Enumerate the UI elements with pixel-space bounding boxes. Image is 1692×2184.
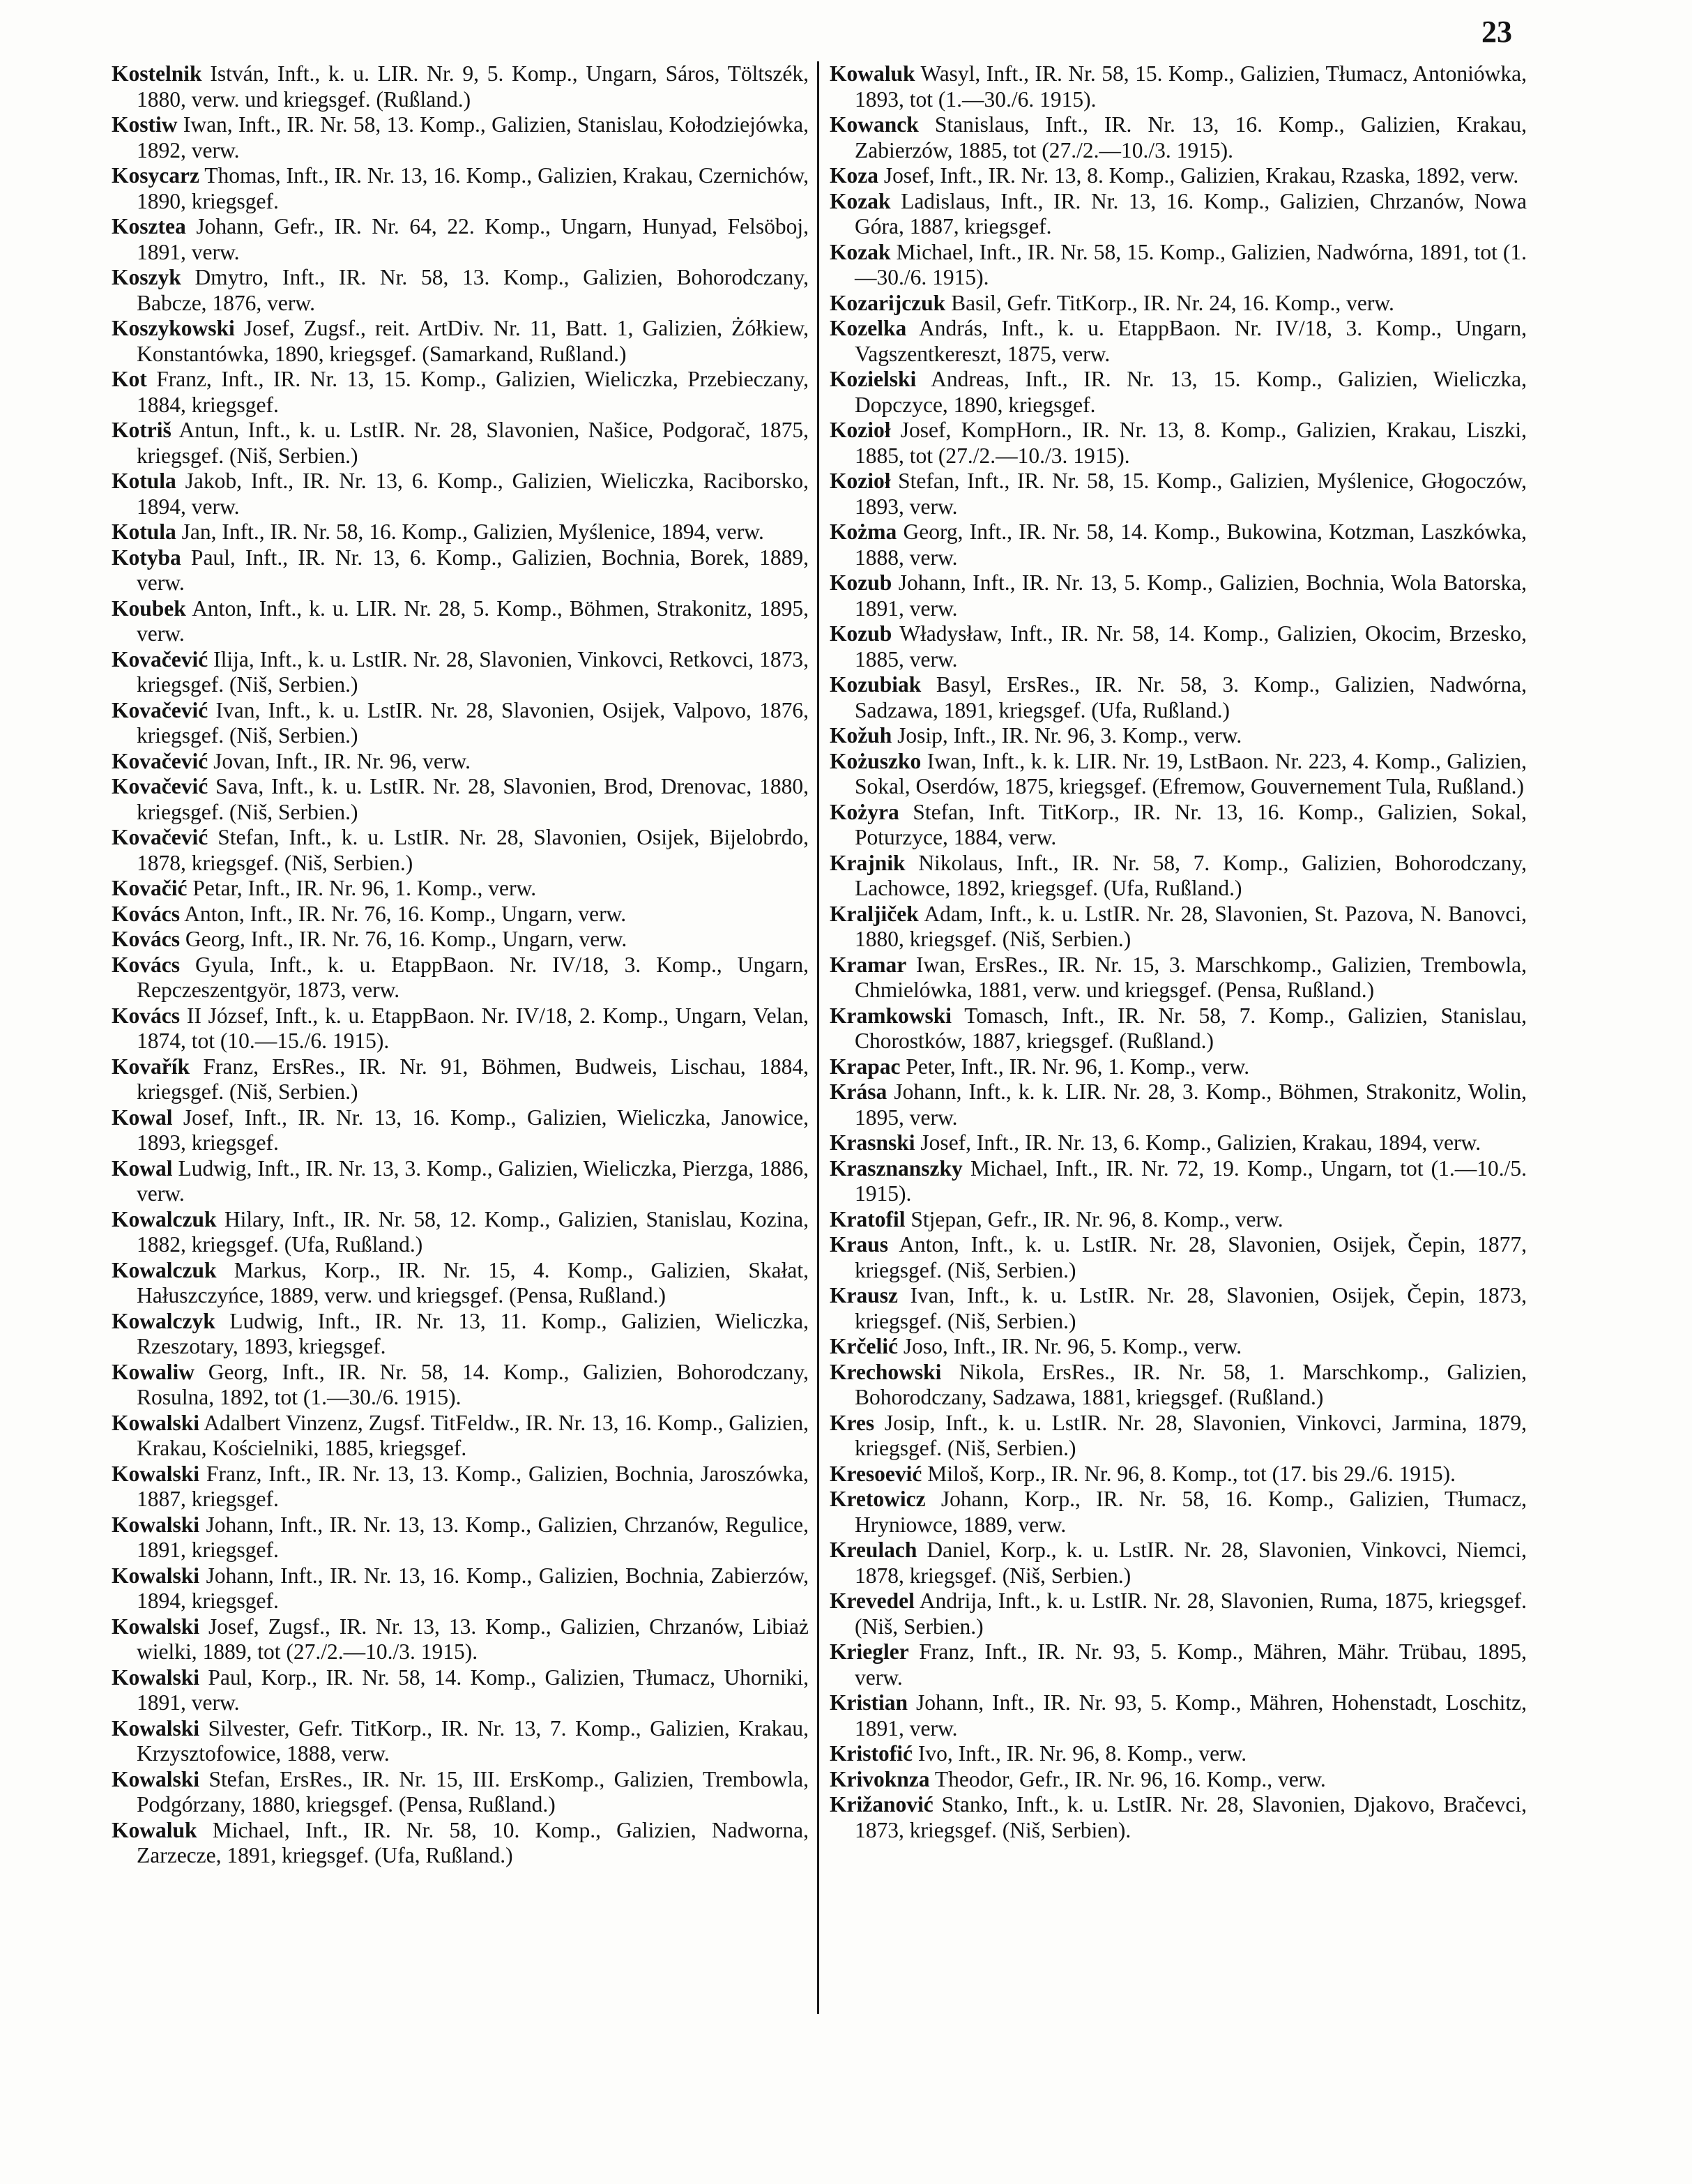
- casualty-entry: [830, 1283, 1527, 1334]
- casualty-entry: [112, 1156, 809, 1207]
- entry-surname: Kresoević: [830, 1461, 922, 1486]
- entry-details: Michael, Inft., IR. Nr. 58, 15. Komp., Galizien, Nadwórna, 1891, tot (1.—30./6. 1915).: [855, 239, 1527, 289]
- casualty-entry: [830, 1639, 1527, 1690]
- entry-surname: Kosycarz: [112, 163, 199, 188]
- entry-details: Georg, Inft., IR. Nr. 76, 16. Komp., Ungarn, verw.: [185, 927, 627, 951]
- casualty-entry: [830, 749, 1527, 800]
- casualty-entry: [830, 1130, 1527, 1156]
- casualty-entry: [112, 927, 809, 953]
- casualty-entry: [830, 1334, 1527, 1360]
- casualty-entry: [830, 1462, 1527, 1487]
- casualty-entry: [112, 647, 809, 698]
- casualty-entry: [112, 520, 809, 545]
- entry-details: Ludwig, Inft., IR. Nr. 13, 11. Komp., Galizien, Wieliczka, Rzeszotary, 1893, kriegsgef.: [137, 1308, 809, 1358]
- casualty-entry: [830, 112, 1527, 163]
- entry-details: Franz, Inft., IR. Nr. 13, 13. Komp., Galizien, Bochnia, Jaroszówka, 1887, kriegsgef.: [137, 1461, 809, 1511]
- entry-surname: Kowalski: [112, 1512, 200, 1537]
- casualty-entry: [830, 723, 1527, 749]
- casualty-entry: [830, 316, 1527, 367]
- entry-details: Josip, Inft., IR. Nr. 96, 3. Komp., verw.: [897, 723, 1242, 748]
- entry-details: Ivo, Inft., IR. Nr. 96, 8. Komp., verw.: [917, 1741, 1247, 1766]
- entry-details: Iwan, Inft., k. k. LIR. Nr. 19, LstBaon. Nr. 223, 4. Komp., Galizien, Sokal, Oserdów, 1875, kriegsgef. (Efremow, Gouvernement Tula, Rußland.): [855, 748, 1527, 798]
- entry-surname: Krása: [830, 1079, 887, 1104]
- entry-details: Anton, Inft., k. u. LIR. Nr. 28, 5. Komp., Böhmen, Strakonitz, 1895, verw.: [137, 596, 809, 646]
- casualty-entry: [830, 1003, 1527, 1054]
- casualty-entry: [830, 1079, 1527, 1130]
- entry-surname: Kraljiček: [830, 901, 919, 926]
- casualty-entry: [830, 469, 1527, 520]
- casualty-entry: [112, 953, 809, 1003]
- casualty-entry: [830, 1538, 1527, 1588]
- casualty-entry: [112, 367, 809, 418]
- casualty-entry: [112, 112, 809, 163]
- entry-details: Paul, Inft., IR. Nr. 13, 6. Komp., Galizien, Bochnia, Borek, 1889, verw.: [137, 545, 809, 595]
- entry-surname: Kowalczuk: [112, 1206, 217, 1231]
- entry-details: Franz, Inft., IR. Nr. 13, 15. Komp., Galizien, Wieliczka, Przebieczany, 1884, kriegsgef.: [137, 367, 809, 417]
- entry-surname: Kozub: [830, 570, 892, 595]
- casualty-entry: [830, 61, 1527, 112]
- entry-surname: Koszyk: [112, 265, 181, 289]
- casualty-entry: [112, 825, 809, 876]
- entry-details: Josef, Inft., IR. Nr. 13, 16. Komp., Galizien, Wieliczka, Janowice, 1893, kriegsgef.: [137, 1105, 809, 1155]
- casualty-entry: [112, 469, 809, 520]
- entry-details: Stefan, ErsRes., IR. Nr. 15, III. ErsKomp., Galizien, Trembowla, Podgórzany, 1880, kriegsgef. (Pensa, Rußland.): [137, 1766, 809, 1817]
- casualty-entry: [112, 749, 809, 775]
- casualty-entry: [830, 418, 1527, 469]
- casualty-entry: [112, 1716, 809, 1767]
- casualty-entry: [112, 1309, 809, 1360]
- entry-surname: Kovács: [112, 927, 180, 951]
- casualty-entry: [830, 291, 1527, 317]
- entry-surname: Kovačević: [112, 774, 208, 798]
- entry-details: Johann, Inft., IR. Nr. 13, 13. Komp., Galizien, Chrzanów, Regulice, 1891, kriegsgef.: [137, 1512, 809, 1562]
- entry-surname: Kramkowski: [830, 1003, 952, 1028]
- entry-surname: Kozioł: [830, 469, 891, 493]
- casualty-entry: [112, 418, 809, 469]
- entry-details: Peter, Inft., IR. Nr. 96, 1. Komp., verw.: [906, 1054, 1250, 1079]
- entry-details: Adalbert Vinzenz, Zugsf. TitFeldw., IR. Nr. 13, 16. Komp., Galizien, Krakau, Kościelniki, 1885, kriegsgef.: [137, 1410, 809, 1460]
- entry-surname: Kowanck: [830, 112, 919, 137]
- casualty-entry: [830, 1232, 1527, 1283]
- casualty-entry: [112, 1563, 809, 1614]
- entry-surname: Kozarijczuk: [830, 290, 946, 315]
- entry-surname: Kostiw: [112, 112, 178, 137]
- casualty-entry: [112, 596, 809, 647]
- entry-details: Hilary, Inft., IR. Nr. 58, 12. Komp., Galizien, Stanislau, Kozina, 1882, kriegsgef. (Ufa, Rußland.): [137, 1206, 809, 1257]
- entry-surname: Krčelić: [830, 1334, 898, 1358]
- entry-surname: Kretowicz: [830, 1487, 926, 1511]
- entry-details: Thomas, Inft., IR. Nr. 13, 16. Komp., Galizien, Krakau, Czernichów, 1890, kriegsgef.: [137, 163, 809, 213]
- entry-surname: Kovačević: [112, 646, 208, 672]
- casualty-entry: [112, 1258, 809, 1309]
- casualty-entry: [112, 774, 809, 825]
- entry-surname: Krevedel: [830, 1588, 915, 1613]
- entry-surname: Kowalczyk: [112, 1308, 215, 1333]
- entry-surname: Kovačević: [112, 748, 208, 773]
- casualty-entry: [830, 1487, 1527, 1538]
- entry-details: Silvester, Gefr. TitKorp., IR. Nr. 13, 7. Komp., Galizien, Krakau, Krzysztofowice, 1888, verw.: [137, 1715, 809, 1766]
- entry-details: Stanko, Inft., k. u. LstIR. Nr. 28, Slavonien, Djakovo, Bračevci, 1873, kriegsgef. (Niš, Serbien).: [855, 1792, 1527, 1842]
- entry-surname: Kożma: [830, 520, 897, 544]
- casualty-entry: [830, 800, 1527, 851]
- entry-surname: Kożuszko: [830, 748, 922, 773]
- casualty-entry: [830, 1690, 1527, 1741]
- entry-surname: Kowal: [112, 1155, 173, 1181]
- entry-surname: Kowalski: [112, 1461, 200, 1486]
- entry-surname: Kowalski: [112, 1715, 200, 1741]
- entry-surname: Krausz: [830, 1283, 898, 1307]
- casualty-entry: [112, 1411, 809, 1462]
- casualty-entry: [112, 163, 809, 214]
- entry-details: Miloš, Korp., IR. Nr. 96, 8. Komp., tot (17. bis 29./6. 1915).: [927, 1461, 1456, 1486]
- entry-details: Josip, Inft., k. u. LstIR. Nr. 28, Slavonien, Vinkovci, Jarmina, 1879, kriegsgef. (Niš, Serbien.): [855, 1410, 1527, 1460]
- entry-surname: Križanović: [830, 1792, 933, 1817]
- entry-details: Johann, Inft., IR. Nr. 13, 16. Komp., Galizien, Bochnia, Zabierzów, 1894, kriegsgef.: [137, 1563, 809, 1613]
- casualty-entry: [830, 1156, 1527, 1207]
- entry-details: Adam, Inft., k. u. LstIR. Nr. 28, Slavonien, St. Pazova, N. Banovci, 1880, kriegsgef. (Niš, Serbien.): [855, 901, 1527, 951]
- entry-surname: Kotyba: [112, 545, 181, 570]
- casualty-entry: [830, 570, 1527, 621]
- entry-surname: Kratofil: [830, 1206, 906, 1231]
- entry-details: Joso, Inft., IR. Nr. 96, 5. Komp., verw.: [903, 1334, 1242, 1358]
- entry-surname: Kotriš: [112, 418, 172, 442]
- entry-surname: Kovács: [112, 952, 180, 977]
- casualty-entry: [112, 1105, 809, 1156]
- entry-details: Iwan, Inft., IR. Nr. 58, 13. Komp., Galizien, Stanislau, Kołodziejówka, 1892, verw.: [137, 112, 809, 162]
- casualty-entry: [112, 316, 809, 367]
- entry-surname: Kosztea: [112, 214, 186, 238]
- entry-surname: Kowalczuk: [112, 1257, 217, 1282]
- entry-surname: Koszykowski: [112, 316, 235, 340]
- entry-details: Andrija, Inft., k. u. LstIR. Nr. 28, Slavonien, Ruma, 1875, kriegsgef. (Niš, Serbien.): [855, 1588, 1527, 1639]
- entry-surname: Kozelka: [830, 316, 907, 340]
- entry-details: Paul, Korp., IR. Nr. 58, 14. Komp., Galizien, Tłumacz, Uhorniki, 1891, verw.: [137, 1664, 809, 1715]
- entry-details: Dmytro, Inft., IR. Nr. 58, 13. Komp., Galizien, Bohorodczany, Babcze, 1876, verw.: [137, 265, 809, 315]
- casualty-entry: [112, 1818, 809, 1869]
- entry-details: Josef, Zugsf., reit. ArtDiv. Nr. 11, Batt. 1, Galizien, Żółkiew, Konstantówka, 1890, kriegsgef. (Samarkand, Rußland.): [137, 316, 809, 366]
- entry-surname: Kozioł: [830, 418, 891, 442]
- entry-details: Josef, Inft., IR. Nr. 13, 8. Komp., Galizien, Krakau, Rzaska, 1892, verw.: [883, 163, 1519, 188]
- entry-details: Ivan, Inft., k. u. LstIR. Nr. 28, Slavonien, Osijek, Valpovo, 1876, kriegsgef. (Niš, Serbien.): [137, 697, 809, 748]
- casualty-entry: [112, 1767, 809, 1818]
- entry-details: Daniel, Korp., k. u. LstIR. Nr. 28, Slavonien, Vinkovci, Niemci, 1878, kriegsgef. (Niš, Serbien.): [855, 1538, 1527, 1588]
- entry-surname: Kreulach: [830, 1538, 917, 1562]
- entry-surname: Kowalski: [112, 1563, 200, 1588]
- entry-surname: Krajnik: [830, 850, 906, 875]
- entry-details: Georg, Inft., IR. Nr. 58, 14. Komp., Galizien, Bohorodczany, Rosulna, 1892, tot (1.—30./6. 1915).: [137, 1359, 809, 1409]
- casualty-entry: [112, 545, 809, 596]
- entry-details: Ludwig, Inft., IR. Nr. 13, 3. Komp., Galizien, Wieliczka, Pierzga, 1886, verw.: [137, 1155, 809, 1206]
- entry-details: Wasyl, Inft., IR. Nr. 58, 15. Komp., Galizien, Tłumacz, Antoniówka, 1893, tot (1.—30./6. 1915).: [855, 61, 1527, 112]
- casualty-entry: [830, 1767, 1527, 1793]
- casualty-entry: [112, 265, 809, 316]
- entry-surname: Kowalski: [112, 1766, 200, 1791]
- entry-surname: Kovács: [112, 1003, 180, 1028]
- entry-details: Markus, Korp., IR. Nr. 15, 4. Komp., Galizien, Skałat, Hałuszczyńce, 1889, verw. und kriegsgef. (Pensa, Rußland.): [137, 1257, 809, 1307]
- entry-surname: Kowalski: [112, 1614, 200, 1639]
- entry-details: Georg, Inft., IR. Nr. 58, 14. Komp., Bukowina, Kotzman, Laszkówka, 1888, verw.: [855, 520, 1527, 570]
- entry-details: Jan, Inft., IR. Nr. 58, 16. Komp., Galizien, Myślenice, 1894, verw.: [181, 520, 764, 544]
- entry-details: Tomasch, Inft., IR. Nr. 58, 7. Komp., Galizien, Stanislau, Chorostków, 1887, kriegsgef. (Rußland.): [855, 1003, 1527, 1053]
- entry-details: Basyl, ErsRes., IR. Nr. 58, 3. Komp., Galizien, Nadwórna, Sadzawa, 1891, kriegsgef. (Ufa, Rußland.): [855, 672, 1527, 722]
- entry-surname: Kovačić: [112, 876, 188, 900]
- entry-details: Johann, Inft., IR. Nr. 93, 5. Komp., Mähren, Hohenstadt, Loschitz, 1891, verw.: [855, 1690, 1527, 1741]
- entry-surname: Kožuh: [830, 723, 892, 748]
- entry-surname: Kristian: [830, 1690, 908, 1715]
- entry-surname: Kovačević: [112, 697, 208, 722]
- casualty-entry: [112, 1512, 809, 1563]
- casualty-entry: [112, 1360, 809, 1411]
- entry-details: Antun, Inft., k. u. LstIR. Nr. 28, Slavonien, Našice, Podgorač, 1875, kriegsgef. (Niš, Serbien.): [137, 418, 809, 468]
- entry-surname: Kot: [112, 367, 147, 391]
- entry-details: Michael, Inft., IR. Nr. 58, 10. Komp., Galizien, Nadworna, Zarzecze, 1891, kriegsgef. (Ufa, Rußland.): [137, 1817, 809, 1867]
- entry-details: II József, Inft., k. u. EtappBaon. Nr. IV/18, 2. Komp., Ungarn, Velan, 1874, tot (10.—15./6. 1915).: [137, 1003, 809, 1053]
- entry-details: Josef, Inft., IR. Nr. 13, 6. Komp., Galizien, Krakau, 1894, verw.: [920, 1130, 1481, 1155]
- entry-surname: Kowalski: [112, 1664, 200, 1690]
- entry-surname: Krapac: [830, 1054, 901, 1079]
- casualty-entry: [112, 1614, 809, 1665]
- casualty-entry: [112, 902, 809, 927]
- entry-details: Ladislaus, Inft., IR. Nr. 13, 16. Komp., Galizien, Chrzanów, Nowa Góra, 1887, kriegsgef.: [855, 188, 1527, 238]
- entry-details: Stefan, Inft. TitKorp., IR. Nr. 13, 16. Komp., Galizien, Sokal, Poturzyce, 1884, verw.: [855, 799, 1527, 849]
- casualty-entry: [112, 876, 809, 902]
- entry-details: Andreas, Inft., IR. Nr. 13, 15. Komp., Galizien, Wieliczka, Dopczyce, 1890, kriegsgef.: [855, 367, 1527, 417]
- entry-surname: Krechowski: [830, 1359, 942, 1384]
- entry-details: Petar, Inft., IR. Nr. 96, 1. Komp., verw.: [192, 876, 537, 900]
- entry-details: Iwan, ErsRes., IR. Nr. 15, 3. Marschkomp., Galizien, Trembowla, Chmielówka, 1881, verw. und kriegsgef. (Pensa, Rußland.): [855, 952, 1527, 1002]
- entry-details: Jovan, Inft., IR. Nr. 96, verw.: [213, 748, 471, 773]
- entry-details: Ilija, Inft., k. u. LstIR. Nr. 28, Slavonien, Vinkovci, Retkovci, 1873, kriegsgef. (Niš, Serbien.): [137, 646, 809, 697]
- entry-details: Gyula, Inft., k. u. EtappBaon. Nr. IV/18, 3. Komp., Ungarn, Repczeszentgyör, 1873, verw.: [137, 952, 809, 1002]
- entry-details: Sava, Inft., k. u. LstIR. Nr. 28, Slavonien, Brod, Drenovac, 1880, kriegsgef. (Niš, Serbien.): [137, 774, 809, 824]
- entry-surname: Kozielski: [830, 367, 917, 391]
- entry-surname: Kowaluk: [112, 1817, 197, 1842]
- entry-details: Josef, Zugsf., IR. Nr. 13, 13. Komp., Galizien, Chrzanów, Libiaż wielki, 1889, tot (27./2.—10./3. 1915).: [137, 1614, 809, 1664]
- entry-details: Theodor, Gefr., IR. Nr. 96, 16. Komp., verw.: [934, 1766, 1326, 1791]
- entry-surname: Kozak: [830, 239, 891, 264]
- entry-surname: Kramar: [830, 952, 907, 977]
- entry-surname: Kożyra: [830, 799, 899, 824]
- casualty-entry: [830, 1207, 1527, 1233]
- entry-details: István, Inft., k. u. LIR. Nr. 9, 5. Komp., Ungarn, Sáros, Töltszék, 1880, verw. und kriegsgef. (Rußland.): [137, 61, 809, 112]
- entry-surname: Kraus: [830, 1232, 889, 1257]
- entry-details: Jakob, Inft., IR. Nr. 13, 6. Komp., Galizien, Wieliczka, Raciborsko, 1894, verw.: [137, 469, 809, 519]
- entry-surname: Kozub: [830, 621, 892, 646]
- entry-surname: Kowaluk: [830, 61, 915, 86]
- casualty-entry: [112, 1462, 809, 1512]
- casualty-entry: [830, 1741, 1527, 1767]
- entry-details: Władysław, Inft., IR. Nr. 58, 14. Komp., Galizien, Okocim, Brzesko, 1885, verw.: [855, 621, 1527, 672]
- casualty-entry: [112, 1207, 809, 1258]
- casualty-entry: [830, 1588, 1527, 1639]
- entry-surname: Kovařík: [112, 1054, 190, 1079]
- entry-details: Stefan, Inft., IR. Nr. 58, 15. Komp., Galizien, Myślenice, Głogoczów, 1893, verw.: [855, 469, 1527, 519]
- entry-surname: Kozubiak: [830, 672, 922, 697]
- casualty-entry: [830, 672, 1527, 723]
- casualty-entry: [830, 367, 1527, 418]
- casualty-entry: [112, 214, 809, 265]
- casualty-entry: [830, 902, 1527, 953]
- casualty-entry: [830, 189, 1527, 240]
- casualty-entry: [830, 953, 1527, 1003]
- entry-details: Basil, Gefr. TitKorp., IR. Nr. 24, 16. Komp., verw.: [951, 290, 1394, 315]
- entry-details: Franz, Inft., IR. Nr. 93, 5. Komp., Mähren, Mähr. Trübau, 1895, verw.: [855, 1639, 1527, 1690]
- casualty-entry: [830, 240, 1527, 291]
- entry-surname: Kowaliw: [112, 1359, 195, 1384]
- entry-surname: Kres: [830, 1410, 875, 1435]
- entry-details: Michael, Inft., IR. Nr. 72, 19. Komp., Ungarn, tot (1.—10./5. 1915).: [855, 1155, 1527, 1206]
- casualty-entry: [112, 1003, 809, 1054]
- entry-details: Franz, ErsRes., IR. Nr. 91, Böhmen, Budweis, Lischau, 1884, kriegsgef. (Niš, Serbien.): [137, 1054, 809, 1104]
- entry-surname: Krasnski: [830, 1130, 915, 1155]
- entry-details: Anton, Inft., IR. Nr. 76, 16. Komp., Ungarn, verw.: [184, 901, 627, 926]
- entry-surname: Koza: [830, 163, 878, 188]
- casualty-entry: [830, 1360, 1527, 1411]
- entry-details: Ivan, Inft., k. u. LstIR. Nr. 28, Slavonien, Osijek, Čepin, 1873, kriegsgef. (Niš, Serbien.): [855, 1283, 1527, 1333]
- casualty-entry: [830, 520, 1527, 570]
- casualty-entry: [830, 851, 1527, 902]
- entry-details: Johann, Inft., k. k. LIR. Nr. 28, 3. Komp., Böhmen, Strakonitz, Wolin, 1895, verw.: [855, 1079, 1527, 1130]
- entry-surname: Kovačević: [112, 825, 208, 849]
- entry-details: András, Inft., k. u. EtappBaon. Nr. IV/18, 3. Komp., Ungarn, Vagszentkereszt, 1875, verw.: [855, 316, 1527, 366]
- entry-surname: Kristofić: [830, 1741, 913, 1766]
- entry-surname: Krasznanszky: [830, 1155, 963, 1181]
- page-number: 23: [1481, 15, 1512, 49]
- entry-surname: Krivoknza: [830, 1766, 930, 1791]
- casualty-entry: [830, 1411, 1527, 1462]
- casualty-entry: [112, 61, 809, 112]
- entry-surname: Kovács: [112, 901, 180, 926]
- entry-surname: Kowal: [112, 1105, 173, 1130]
- entry-details: Anton, Inft., k. u. LstIR. Nr. 28, Slavonien, Osijek, Čepin, 1877, kriegsgef. (Niš, Serbien.): [855, 1232, 1527, 1282]
- right-column: [830, 61, 1527, 1843]
- entry-details: Nikola, ErsRes., IR. Nr. 58, 1. Marschkomp., Galizien, Bohorodczany, Sadzawa, 1881, kriegsgef. (Rußland.): [855, 1359, 1527, 1409]
- entry-details: Johann, Korp., IR. Nr. 58, 16. Komp., Galizien, Tłumacz, Hryniowce, 1889, verw.: [855, 1487, 1527, 1537]
- entry-surname: Kowalski: [112, 1410, 200, 1435]
- entry-details: Johann, Gefr., IR. Nr. 64, 22. Komp., Ungarn, Hunyad, Felsöboj, 1891, verw.: [137, 214, 809, 264]
- entry-surname: Kotula: [112, 469, 176, 493]
- column-divider: [817, 61, 819, 2014]
- entry-details: Johann, Inft., IR. Nr. 13, 5. Komp., Galizien, Bochnia, Wola Batorska, 1891, verw.: [855, 570, 1527, 621]
- entry-details: Stjepan, Gefr., IR. Nr. 96, 8. Komp., verw.: [910, 1206, 1283, 1231]
- casualty-entry: [830, 1054, 1527, 1080]
- entry-surname: Koubek: [112, 596, 186, 621]
- casualty-entry: [830, 1792, 1527, 1843]
- casualty-entry: [830, 163, 1527, 189]
- casualty-entry: [112, 698, 809, 749]
- casualty-entry: [112, 1054, 809, 1105]
- entry-surname: Kozak: [830, 188, 891, 213]
- entry-surname: Kriegler: [830, 1639, 909, 1664]
- left-column: [112, 61, 809, 1869]
- entry-surname: Kostelnik: [112, 61, 202, 86]
- entry-details: Josef, KompHorn., IR. Nr. 13, 8. Komp., Galizien, Krakau, Liszki, 1885, tot (27./2.—10./3. 1915).: [855, 418, 1527, 468]
- entry-details: Stefan, Inft., k. u. LstIR. Nr. 28, Slavonien, Osijek, Bijelobrdo, 1878, kriegsgef. (Niš, Serbien.): [137, 825, 809, 875]
- casualty-entry: [112, 1665, 809, 1716]
- casualty-entry: [830, 621, 1527, 672]
- entry-details: Nikolaus, Inft., IR. Nr. 58, 7. Komp., Galizien, Bohorodczany, Lachowce, 1892, kriegsgef. (Ufa, Rußland.): [855, 850, 1527, 900]
- entry-details: Stanislaus, Inft., IR. Nr. 13, 16. Komp., Galizien, Krakau, Zabierzów, 1885, tot (27./2.—10./3. 1915).: [855, 112, 1527, 162]
- entry-surname: Kotula: [112, 520, 176, 544]
